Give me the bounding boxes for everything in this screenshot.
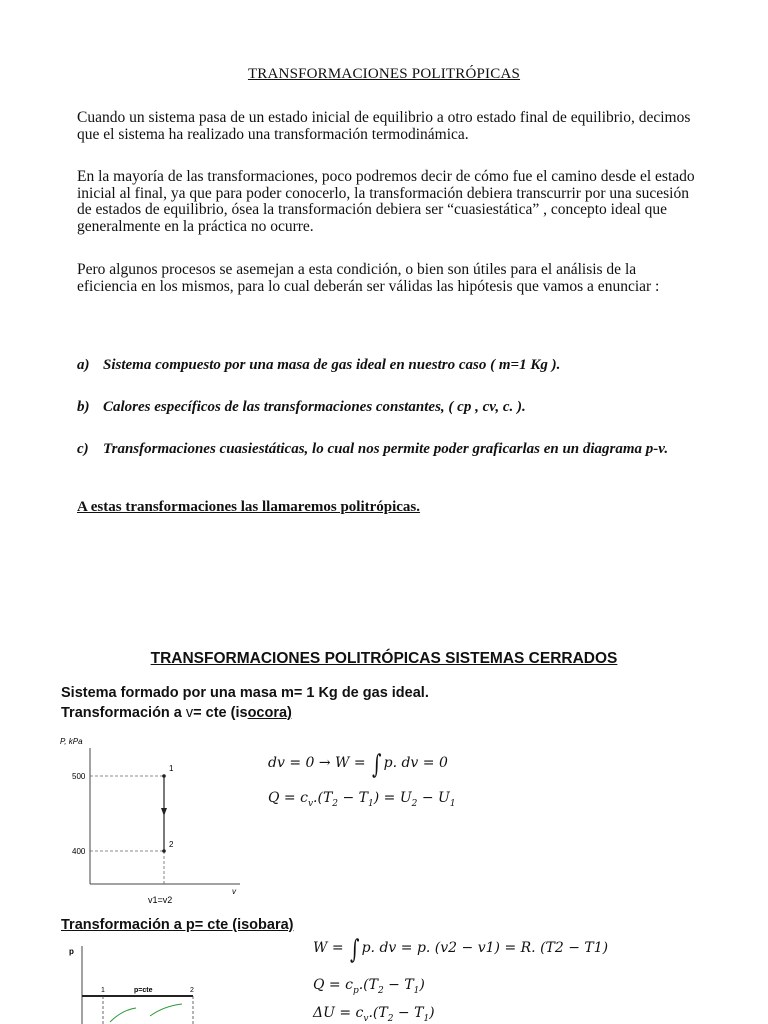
section-title: TRANSFORMACIONES POLITRÓPICAS SISTEMAS CERRADOS bbox=[150, 650, 618, 667]
equation-lhs: dv = 0 → W = bbox=[268, 755, 371, 771]
isochoric-heading-v: v bbox=[185, 705, 194, 721]
point-label-2: 2 bbox=[190, 987, 194, 994]
arrow-down-icon bbox=[161, 808, 167, 816]
page-title: TRANSFORMACIONES POLITRÓPICAS bbox=[247, 66, 521, 82]
list-item-label: b) bbox=[77, 399, 90, 415]
state-point-1 bbox=[162, 774, 166, 778]
point-label-1: 1 bbox=[169, 764, 174, 773]
equation-lhs: W = bbox=[313, 940, 349, 956]
state-point-2 bbox=[162, 849, 166, 853]
paragraph-intro: Cuando un sistema pasa de un estado inicial de equilibrio a otro estado final de equilibrio, decimos que el sistema ha realizado una transformación termodinámica. bbox=[77, 109, 691, 143]
isochoric-heading bbox=[61, 705, 292, 721]
isochoric-pv-diagram bbox=[60, 732, 250, 907]
conclusion-text: A estas transformaciones las llamaremos politrópicas. bbox=[77, 499, 421, 515]
isochoric-heading-tail: ocora) bbox=[247, 705, 292, 721]
paragraph-path: En la mayoría de las transformaciones, poco podremos decir de cómo fue el camino desde el estado inicial al final, ya que para poder conocerlo, la transformación debiera transcurrir por una sucesión de estados de equilibrio, ósea la transformación debiera ser “cuasiestática” , concepto ideal que generalmente en la práctica no ocurre. bbox=[77, 168, 695, 235]
system-description: Sistema formado por una masa m= 1 Kg de gas ideal. bbox=[61, 685, 429, 701]
isotherm-curve bbox=[150, 1004, 182, 1016]
list-item bbox=[77, 357, 677, 374]
point-label-2: 2 bbox=[169, 840, 174, 849]
isobaric-heading: Transformación a p= cte (isobara) bbox=[61, 917, 294, 933]
point-label-1: 1 bbox=[101, 987, 105, 994]
equation-heat-isochoric: $Q = c_v.(T_2 - T_1) = U_2 - U_1$ bbox=[268, 790, 456, 809]
y-axis-label: p bbox=[69, 947, 74, 956]
equation-integrand: p. dv = 0 bbox=[383, 755, 448, 771]
tick-label-500: 500 bbox=[72, 772, 86, 781]
list-item-text: Sistema compuesto por una masa de gas ideal en nuestro caso ( m=1 Kg ). bbox=[103, 357, 561, 373]
diagram-caption: v1=v2 bbox=[148, 895, 173, 905]
integral-sign: ∫ bbox=[350, 935, 360, 965]
equation-work-isobaric bbox=[313, 935, 608, 965]
y-axis-label: P, kPa bbox=[60, 737, 83, 746]
list-item bbox=[77, 441, 677, 458]
list-item-label: a) bbox=[77, 357, 90, 373]
list-item-text: Transformaciones cuasiestáticas, lo cual nos permite poder graficarlas en un diagrama p-v. bbox=[103, 441, 669, 457]
tick-label-400: 400 bbox=[72, 847, 86, 856]
isotherm-curve bbox=[110, 1008, 136, 1022]
paragraph-hypotheses: Pero algunos procesos se asemejan a esta condición, o bien son útiles para el análisis de la eficiencia en los mismos, para lo cual deberán ser válidas las hipótesis que vamos a enunciar : bbox=[77, 261, 660, 295]
equation-energy-isobaric: $\Delta U = c_v.(T_2 - T_1)$ bbox=[313, 1005, 435, 1024]
line-label: p=cte bbox=[134, 987, 153, 994]
integral-sign: ∫ bbox=[372, 750, 382, 780]
list-item bbox=[77, 399, 677, 416]
list-item-label: c) bbox=[77, 441, 89, 457]
list-item-text: Calores específicos de las transformaciones constantes, ( cp , cv, c. ). bbox=[103, 399, 526, 415]
x-axis-label: v bbox=[232, 887, 236, 896]
isobaric-pv-diagram bbox=[60, 940, 220, 1024]
equation-integrand: p. dv = p. (v2 − v1) = R. (T2 − T1) bbox=[361, 940, 609, 956]
equation-heat-isobaric: $Q = c_p.(T_2 - T_1)$ bbox=[313, 977, 425, 996]
isochoric-heading-prefix: Transformación a bbox=[61, 705, 186, 721]
isochoric-heading-mid: = cte (is bbox=[193, 705, 248, 721]
equation-work-isochoric bbox=[268, 750, 448, 780]
